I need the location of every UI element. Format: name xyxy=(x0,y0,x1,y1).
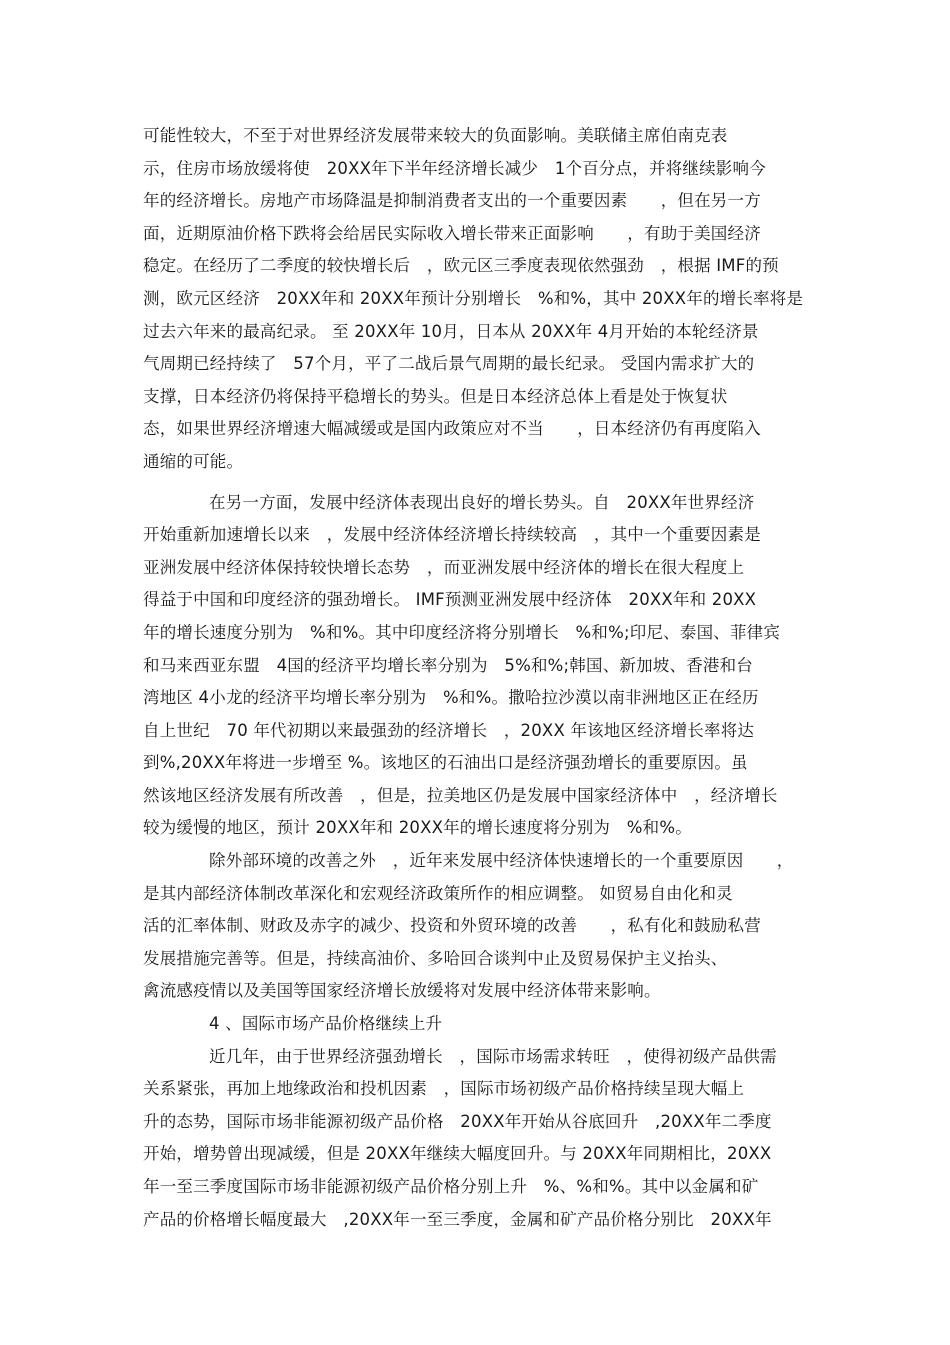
text-line: 自上世纪 70 年代初期以来最强劲的经济增长 ，20XX 年该地区经济增长率将达 xyxy=(143,720,755,740)
body-text xyxy=(143,120,823,1236)
text-line: 活的汇率体制、财政及赤字的减少、投资和外贸环境的改善 ，私有化和鼓励私营 xyxy=(143,916,761,936)
text-line: 示，住房市场放缓将使 20XX年下半年经济增长减少 1个百分点，并将继续影响今 xyxy=(143,158,766,178)
text-line: 较为缓慢的地区，预计 20XX年和 20XX年的增长速度将分别为 %和%。 xyxy=(143,818,692,838)
text-line: 态，如果世界经济增速大幅减缓或是国内政策应对不当 ，日本经济仍有再度陷入 xyxy=(143,419,761,439)
text-line: 过去六年来的最高纪录。 至 20XX年 10月，日本从 20XX年 4月开始的本轮经济景 xyxy=(143,321,759,341)
text-line: 年的经济增长。房地产市场降温是抑制消费者支出的一个重要因素 ，但在另一方 xyxy=(143,191,761,211)
text-line: 禽流感疫情以及美国等国家经济增长放缓将对发展中经济体带来影响。 xyxy=(143,981,661,1001)
text-line: 和马来西亚东盟 4国的经济平均增长率分别为 5%和%;韩国、新加坡、香港和台 xyxy=(143,655,754,675)
text-line: 到%,20XX年将进一步增至 %。该地区的石油出口是经济强劲增长的重要原因。虽 xyxy=(143,753,748,773)
text-line: 湾地区 4小龙的经济平均增长率分别为 %和%。撒哈拉沙漠以南非洲地区正在经历 xyxy=(143,688,759,708)
text-line: 开始重新加速增长以来 ，发展中经济体经济增长持续较高 ，其中一个重要因素是 xyxy=(143,525,761,545)
text-line: 可能性较大，不至于对世界经济发展带来较大的负面影响。美联储主席伯南克表 xyxy=(143,126,728,145)
text-line: 面，近期原油价格下跌将会给居民实际收入增长带来正面影响 ，有助于美国经济 xyxy=(143,223,761,243)
paragraph-first-line: 除外部环境的改善之外 ，近年来发展中经济体快速增长的一个重要原因 ， xyxy=(209,851,794,871)
text-line: 发展措施完善等。但是，持续高油价、多哈回合谈判中止及贸易保护主义抬头、 xyxy=(143,948,728,968)
paragraph-first-line: 在另一方面，发展中经济体表现出良好的增长势头。自 20XX年世界经济 xyxy=(209,492,755,512)
text-line: 支撑，日本经济仍将保持平稳增长的势头。但是日本经济总体上看是处于恢复状 xyxy=(143,386,728,406)
text-line: 气周期已经持续了 57个月，平了二战后景气周期的最长纪录。 受国内需求扩大的 xyxy=(143,354,755,374)
section-heading: 4 、国际市场产品价格继续上升 xyxy=(209,1014,443,1034)
text-line: 然该地区经济发展有所改善 ，但是，拉美地区仍是发展中国家经济体中 ，经济增长 xyxy=(143,785,778,805)
text-line: 得益于中国和印度经济的强劲增长。 IMF预测亚洲发展中经济体 20XX年和 20XX xyxy=(143,590,757,610)
text-line: 是其内部经济体制改革深化和宏观经济政策所作的相应调整。 如贸易自由化和灵 xyxy=(143,883,733,903)
text-line: 年一至三季度国际市场非能源初级产品价格分别上升 %、%和%。其中以金属和矿 xyxy=(143,1177,759,1196)
text-line: 年的增长速度分别为 %和%。其中印度经济将分别增长 %和%;印尼、泰国、菲律宾 xyxy=(143,622,781,642)
text-line: 关系紧张，再加上地缘政治和投机因素 ，国际市场初级产品价格持续呈现大幅上 xyxy=(143,1079,745,1099)
text-line: 开始，增势曾出现减缓，但是 20XX年继续大幅度回升。与 20XX年同期相比，20XX xyxy=(143,1144,772,1164)
text-line: 产品的价格增长幅度最大 ,20XX年一至三季度，金属和矿产品价格分别比 20XX年 xyxy=(143,1209,772,1229)
text-line: 稳定。在经历了二季度的较快增长后 ，欧元区三季度表现依然强劲 ，根据 IMF的预 xyxy=(143,256,779,276)
paragraph-first-line: 近几年，由于世界经济强劲增长 ，国际市场需求转旺 ，使得初级产品供需 xyxy=(209,1046,777,1066)
text-line: 通缩的可能。 xyxy=(143,451,244,471)
text-line: 亚洲发展中经济体保持较快增长态势 ，而亚洲发展中经济体的增长在很大程度上 xyxy=(143,557,745,577)
text-line: 升的态势，国际市场非能源初级产品价格 20XX年开始从谷底回升 ,20XX年二季度 xyxy=(143,1111,772,1131)
text-line: 测，欧元区经济 20XX年和 20XX年预计分别增长 %和%，其中 20XX年的增长率将是 xyxy=(143,288,804,308)
paragraph-gap xyxy=(143,479,823,487)
